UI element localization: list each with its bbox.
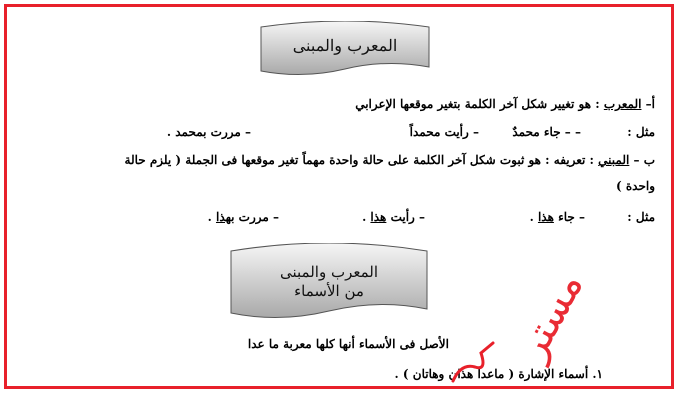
section-b-label: ب – bbox=[633, 153, 655, 167]
example-2-post: . bbox=[362, 210, 371, 224]
section-a-example-3: – مررت بمحمد . bbox=[166, 125, 251, 139]
section-b-example-1 bbox=[530, 210, 585, 224]
title-banner bbox=[259, 21, 431, 79]
section-b-def-1: : تعريفه : هو ثبوت شكل آخر الكلمة على حالة واحدة مهماً تغير موقعها فى الجملة ( يلزم حالة bbox=[124, 153, 599, 167]
banner-line-1: المعرب والمبنى bbox=[279, 263, 379, 281]
example-3-word: بهذا bbox=[215, 210, 235, 224]
section-a-example-1: – – جاء محمدٌ bbox=[512, 125, 581, 139]
list-item-number: ١. bbox=[592, 367, 603, 381]
banner-line-2: من الأسماء bbox=[294, 282, 364, 300]
watermark: مستر bbox=[508, 264, 593, 368]
banner-title: المعرب والمبنى bbox=[292, 36, 398, 55]
section-a-term: المعرب bbox=[603, 97, 642, 111]
section-b-definition bbox=[125, 153, 655, 167]
section-a-example-2: – رأيت محمداً bbox=[409, 125, 479, 139]
section-a-example-label: مثل : bbox=[627, 125, 655, 139]
example-1-word: هذا bbox=[537, 210, 554, 224]
watermark-stroke bbox=[447, 323, 527, 389]
subtitle-banner bbox=[229, 243, 429, 325]
section-b-definition-cont: واحدة ) bbox=[616, 179, 655, 193]
section-a-label: أ– bbox=[645, 97, 655, 111]
list-item-text: أسماء الإشارة ( ماعدا هذان وهاتان ) . bbox=[394, 367, 589, 381]
section-b-term: المبني bbox=[598, 153, 630, 167]
section-b-example-label: مثل : bbox=[627, 210, 655, 224]
section-b-example-2 bbox=[362, 210, 425, 224]
section-b-example-3 bbox=[208, 210, 279, 224]
section-a-def: : هو تغيير شكل آخر الكلمة بتغير موقعها الإعرابي bbox=[355, 97, 604, 111]
example-2-word: هذا bbox=[370, 210, 387, 224]
example-3-pre: – مررت bbox=[234, 210, 279, 224]
example-1-post: . bbox=[529, 210, 538, 224]
example-2-pre: – رأيت bbox=[386, 210, 425, 224]
example-3-post: . bbox=[207, 210, 216, 224]
rule-sentence: الأصل فى الأسماء أنها كلها معربة ما عدا bbox=[247, 337, 449, 351]
section-a-definition bbox=[355, 97, 655, 111]
example-1-pre: – جاء bbox=[553, 210, 585, 224]
page-frame bbox=[4, 4, 674, 389]
